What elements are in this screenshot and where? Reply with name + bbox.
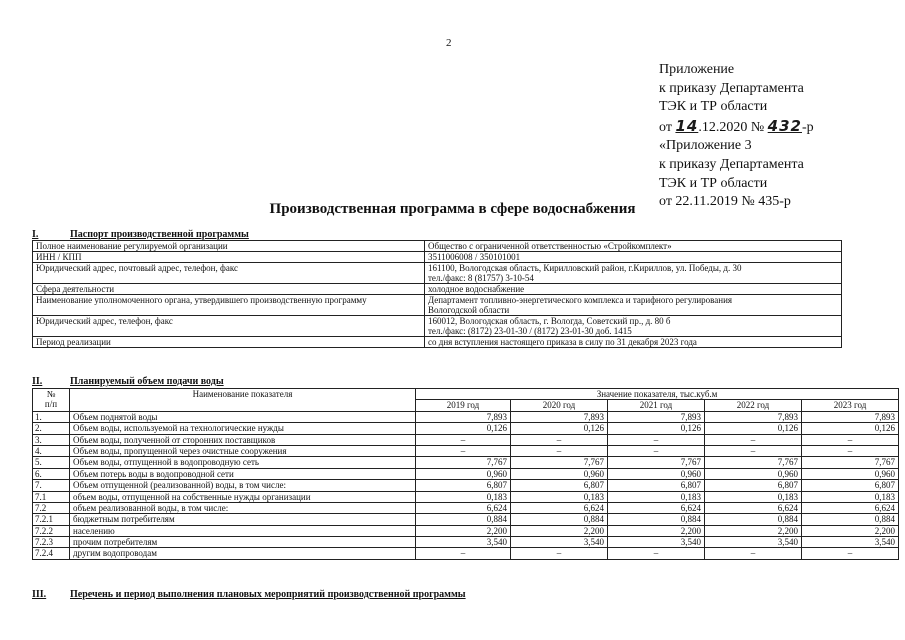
passport-value-line: со дня вступления настоящего приказа в силу по 31 декабря 2023 года: [428, 337, 697, 347]
indicator-value: 2,200: [608, 525, 705, 536]
section-title: Паспорт производственной программы: [70, 229, 249, 240]
indicator-value: –: [705, 445, 802, 456]
row-number: 2.: [33, 423, 70, 434]
passport-value: [425, 263, 842, 284]
passport-row: [33, 263, 842, 284]
passport-value-line: 3511006008 / 350101001: [428, 252, 521, 262]
passport-value: [425, 316, 842, 337]
indicator-name: Объем воды, пропущенной через очистные сооружения: [70, 445, 416, 456]
indicator-name: прочим потребителям: [70, 537, 416, 548]
indicator-value: 6,807: [705, 480, 802, 491]
appendix-order-date: .12.2020 №: [698, 119, 765, 135]
indicator-value: 0,960: [416, 468, 511, 479]
indicator-value: 6,807: [416, 480, 511, 491]
passport-table: [32, 240, 842, 348]
indicator-value: 3,540: [802, 537, 899, 548]
indicator-name: Объем потерь воды в водопроводной сети: [70, 468, 416, 479]
passport-value-line: 160012, Вологодская область, г. Вологда, Советский пр., д. 80 б: [428, 316, 671, 326]
indicator-value: –: [608, 548, 705, 559]
indicator-name: Объем воды, используемой на технологические нужды: [70, 423, 416, 434]
indicator-value: 7,893: [416, 411, 511, 422]
passport-key: Сфера деятельности: [33, 284, 425, 295]
appendix-line: ТЭК и ТР области: [659, 175, 768, 191]
indicator-name: бюджетным потребителям: [70, 514, 416, 525]
table-row: [33, 445, 899, 456]
row-number: 5.: [33, 457, 70, 468]
indicator-value: –: [705, 434, 802, 445]
handwritten-day: 14: [675, 116, 699, 135]
appendix-line: ТЭК и ТР области: [659, 99, 768, 115]
appendix-line: «Приложение 3: [659, 138, 752, 154]
indicator-name: объем реализованной воды, в том числе:: [70, 502, 416, 513]
row-number: 7.1: [33, 491, 70, 502]
passport-key: Наименование уполномоченного органа, утвердившего производственную программу: [33, 295, 425, 316]
indicator-value: 0,884: [608, 514, 705, 525]
indicator-value: 7,767: [416, 457, 511, 468]
indicator-value: 2,200: [705, 525, 802, 536]
passport-key: Юридический адрес, телефон, факс: [33, 316, 425, 337]
indicator-value: –: [608, 445, 705, 456]
indicator-name: Объем воды, полученной от сторонних поставщиков: [70, 434, 416, 445]
passport-row: [33, 337, 842, 348]
indicator-value: 0,126: [705, 423, 802, 434]
indicator-value: –: [802, 548, 899, 559]
document-title: Производственная программа в сфере водоснабжения: [269, 201, 636, 217]
column-header-year: 2020 год: [511, 400, 608, 411]
indicator-value: 6,624: [705, 502, 802, 513]
passport-value-line: 161100, Вологодская область, Кирилловский район, г.Кириллов, ул. Победы, д. 30: [428, 263, 742, 273]
indicator-value: 2,200: [416, 525, 511, 536]
row-number: 7.2.4: [33, 548, 70, 559]
passport-row: [33, 284, 842, 295]
appendix-line: от 22.11.2019 № 435-р: [659, 194, 791, 210]
row-number: 7.2.2: [33, 525, 70, 536]
indicator-value: –: [416, 548, 511, 559]
passport-value-line: Вологодской области: [428, 305, 510, 315]
appendix-line: к приказу Департамента: [659, 80, 804, 96]
passport-row: [33, 316, 842, 337]
passport-key: Период реализации: [33, 337, 425, 348]
appendix-order-prefix: от: [659, 119, 672, 135]
indicator-value: 3,540: [608, 537, 705, 548]
row-number: 7.2.3: [33, 537, 70, 548]
indicator-value: 0,126: [416, 423, 511, 434]
column-header-year: 2023 год: [802, 400, 899, 411]
appendix-line: Приложение: [659, 62, 735, 77]
indicator-name: другим водопроводам: [70, 548, 416, 559]
indicator-value: 0,960: [705, 468, 802, 479]
indicator-value: 0,183: [511, 491, 608, 502]
appendix-order-suffix: -р: [801, 119, 814, 135]
column-header-number: № п/п: [33, 389, 70, 412]
section-title: Перечень и период выполнения плановых мероприятий производственной программы: [70, 589, 466, 600]
indicator-value: 0,126: [802, 423, 899, 434]
indicator-value: 6,624: [608, 502, 705, 513]
indicator-value: 0,960: [608, 468, 705, 479]
section-3-heading: [32, 589, 466, 600]
indicator-value: 2,200: [511, 525, 608, 536]
indicator-value: 7,767: [511, 457, 608, 468]
indicator-value: 7,767: [802, 457, 899, 468]
indicator-value: 0,183: [416, 491, 511, 502]
indicator-value: 6,807: [511, 480, 608, 491]
indicator-value: –: [416, 434, 511, 445]
column-header-name: Наименование показателя: [70, 389, 416, 412]
indicator-name: Объем воды, отпущенной в водопроводную сеть: [70, 457, 416, 468]
passport-value: [425, 295, 842, 316]
section-number: II.: [32, 376, 43, 387]
indicator-value: –: [802, 434, 899, 445]
indicator-value: 0,884: [416, 514, 511, 525]
passport-value-line: холодное водоснабжение: [428, 284, 525, 294]
passport-key: Юридический адрес, почтовый адрес, телефон, факс: [33, 263, 425, 284]
passport-value-line: тел./факс: 8 (81757) 3-10-54: [428, 273, 534, 283]
indicator-value: 6,807: [802, 480, 899, 491]
passport-value: [425, 252, 842, 263]
table-row: [33, 548, 899, 559]
indicator-value: –: [705, 548, 802, 559]
indicator-value: 0,884: [705, 514, 802, 525]
indicator-value: –: [608, 434, 705, 445]
table-row: [33, 537, 899, 548]
passport-key: ИНН / КПП: [33, 252, 425, 263]
section-2-heading: [32, 376, 224, 387]
appendix-line: к приказу Департамента: [659, 156, 804, 172]
passport-value: [425, 337, 842, 348]
indicator-value: 0,126: [608, 423, 705, 434]
section-number: III.: [32, 589, 47, 600]
passport-value-line: тел./факс: (8172) 23-01-30 / (8172) 23-01-30 доб. 1415: [428, 326, 632, 336]
indicator-value: 0,884: [802, 514, 899, 525]
indicator-value: 0,126: [511, 423, 608, 434]
row-number: 6.: [33, 468, 70, 479]
table-row: [33, 525, 899, 536]
table-row: [33, 502, 899, 513]
indicator-value: –: [511, 445, 608, 456]
indicator-value: –: [802, 445, 899, 456]
passport-key: Полное наименование регулируемой организации: [33, 241, 425, 252]
indicator-value: –: [511, 434, 608, 445]
indicator-value: 0,183: [608, 491, 705, 502]
table-row: [33, 411, 899, 422]
indicator-value: 7,767: [608, 457, 705, 468]
indicator-value: 6,624: [802, 502, 899, 513]
indicator-name: Объем поднятой воды: [70, 411, 416, 422]
section-number: I.: [32, 229, 39, 240]
table-row: [33, 423, 899, 434]
row-number: 1.: [33, 411, 70, 422]
indicator-value: 0,183: [802, 491, 899, 502]
indicator-value: 0,960: [802, 468, 899, 479]
indicator-value: 6,624: [511, 502, 608, 513]
passport-value: [425, 241, 842, 252]
row-number: 7.: [33, 480, 70, 491]
indicator-value: 3,540: [416, 537, 511, 548]
passport-row: [33, 295, 842, 316]
page-number: 2: [446, 37, 452, 49]
indicator-value: 6,624: [416, 502, 511, 513]
indicator-value: 0,884: [511, 514, 608, 525]
indicator-value: 7,893: [802, 411, 899, 422]
section-1-heading: [32, 229, 249, 240]
indicator-value: 0,183: [705, 491, 802, 502]
section-title: Планируемый объем подачи воды: [70, 376, 224, 387]
table-row: [33, 491, 899, 502]
indicator-value: 7,893: [511, 411, 608, 422]
row-number: 7.2: [33, 502, 70, 513]
passport-value: [425, 284, 842, 295]
row-number: 7.2.1: [33, 514, 70, 525]
indicator-name: Объем отпущенной (реализованной) воды, в том числе:: [70, 480, 416, 491]
indicator-value: 7,893: [705, 411, 802, 422]
passport-row: [33, 241, 842, 252]
indicator-value: 3,540: [511, 537, 608, 548]
indicator-value: 6,807: [608, 480, 705, 491]
appendix-block: [659, 61, 814, 212]
indicator-value: 7,767: [705, 457, 802, 468]
passport-value-line: Департамент топливно-энергетического комплекса и тарифного регулирования: [428, 295, 733, 305]
passport-value-line: Общество с ограниченной ответственностью «Стройкомплект»: [428, 241, 672, 251]
column-header-year: 2022 год: [705, 400, 802, 411]
column-header-year: 2021 год: [608, 400, 705, 411]
indicator-value: –: [511, 548, 608, 559]
column-header-year: 2019 год: [416, 400, 511, 411]
passport-row: [33, 252, 842, 263]
table-row: [33, 434, 899, 445]
table-row: [33, 514, 899, 525]
indicator-value: 7,893: [608, 411, 705, 422]
table-row: [33, 468, 899, 479]
indicator-value: 0,960: [511, 468, 608, 479]
indicator-name: объем воды, отпущенной на собственные нужды организации: [70, 491, 416, 502]
table-row: [33, 457, 899, 468]
appendix-order-line: [659, 117, 814, 138]
indicator-name: населению: [70, 525, 416, 536]
indicator-value: –: [416, 445, 511, 456]
table-header-row: [33, 389, 899, 400]
column-header-values-group: Значение показателя, тыс.куб.м: [416, 389, 899, 400]
table-row: [33, 480, 899, 491]
row-number: 3.: [33, 434, 70, 445]
water-volume-table: [32, 388, 899, 560]
indicator-value: 2,200: [802, 525, 899, 536]
handwritten-order-number: 432: [767, 116, 802, 135]
indicator-value: 3,540: [705, 537, 802, 548]
row-number: 4.: [33, 445, 70, 456]
